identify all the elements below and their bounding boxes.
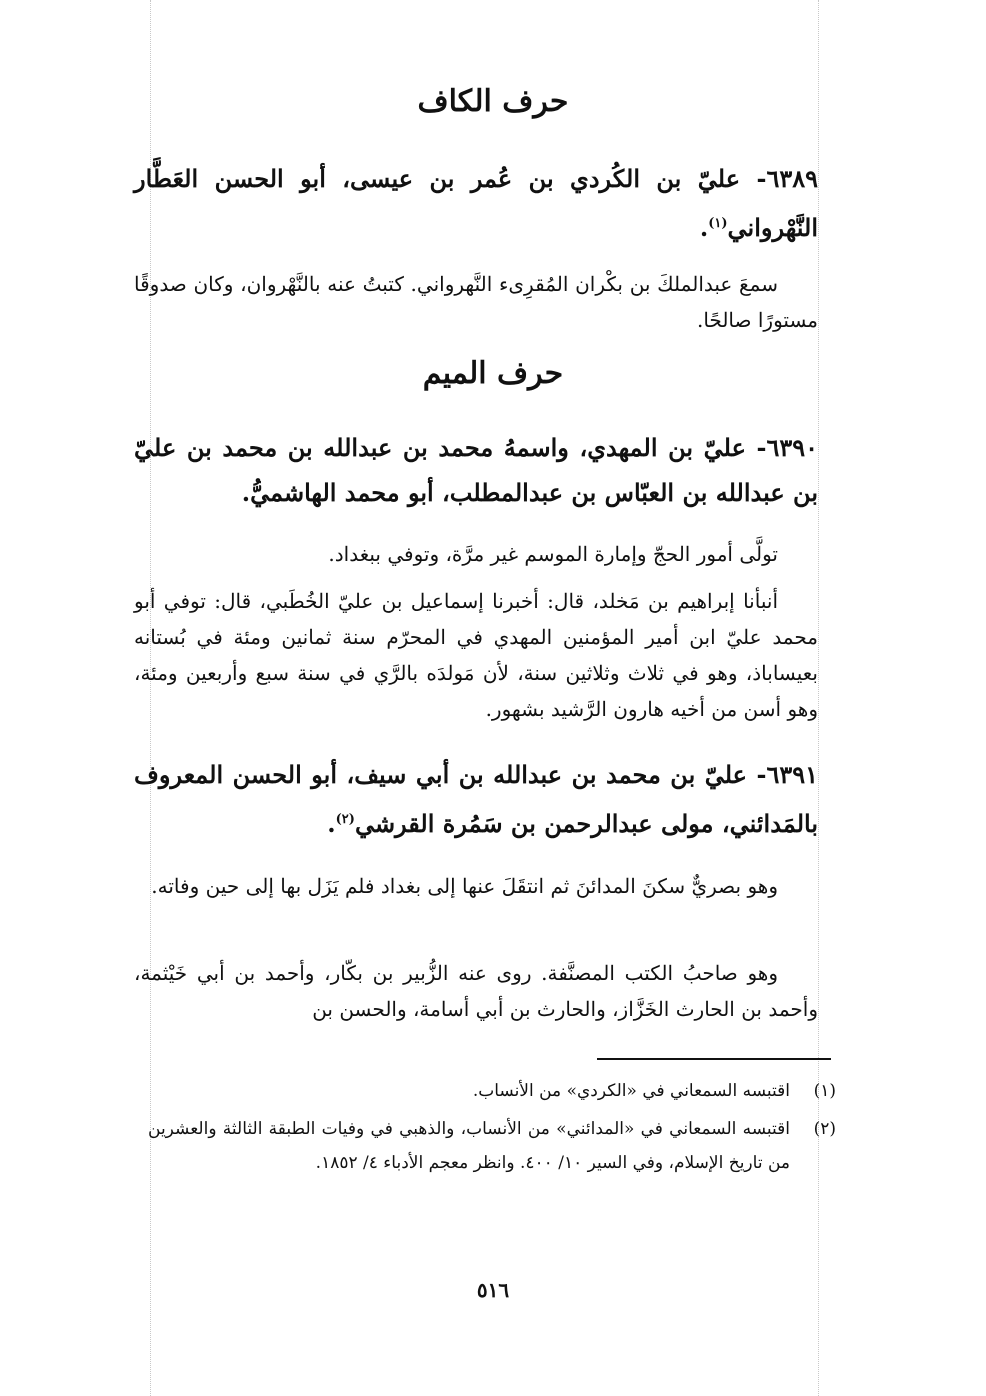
entry-end: . xyxy=(699,213,709,242)
paragraph-6391-b: وهو صاحبُ الكتب المصنَّفة. روى عنه الزُّبير بن بكّار، وأحمد بن أبي خَيْثمة، وأحمد بن الحارث الخَزَّاز، والحارث بن أبي أسامة، والحسن بن xyxy=(134,961,818,1021)
entry-number: ٦٣٩٠ xyxy=(766,433,818,462)
footnote-text: اقتبسه السمعاني في «الكردي» من الأنساب. xyxy=(472,1081,790,1101)
footnote-separator xyxy=(597,1058,831,1060)
entry-end: . xyxy=(327,809,336,838)
heading-mim: حرف الميم xyxy=(422,356,564,391)
entry-text: - عليّ بن المهدي، واسمهُ محمد بن عبدالله بن محمد بن عليّ بن عبدالله بن العبّاس بن عبدالمطلب، أبو محمد الهاشميُّ. xyxy=(134,433,818,507)
entry-number: ٦٣٩١ xyxy=(766,760,818,789)
heading-kaf: حرف الكاف xyxy=(417,84,569,119)
entry-6390 xyxy=(134,425,818,515)
scan-guide-line xyxy=(818,0,820,1396)
footnote-2 xyxy=(148,1112,836,1180)
footnote-ref: (٢) xyxy=(335,812,355,827)
entry-text: - عليّ بن محمد بن عبدالله بن أبي سيف، أبو الحسن المعروف بالمَدائني، مولى عبدالرحمن بن سَمُرة القرشي xyxy=(134,760,818,838)
entry-number: ٦٣٨٩ xyxy=(766,164,818,193)
entry-text: - عليّ بن الكُردي بن عُمر بن عيسى، أبو الحسن العَطَّار النَّهْرواني xyxy=(134,164,818,242)
paragraph-6391-a: وهو بصريٌّ سكنَ المدائنَ ثم انتقَلَ عنها إلى بغداد فلم يَزَل بها إلى حين وفاته. xyxy=(151,874,778,898)
footnote-ref: (١) xyxy=(708,216,728,231)
footnote-text: اقتبسه السمعاني في «المدائني» من الأنساب، والذهبي في وفيات الطبقة الثالثة والعشرين من تاريخ الإسلام، وفي السير ١٠/ ٤٠٠. وانظر معجم الأدباء ٤/ ١٨٥٢. xyxy=(148,1119,790,1173)
paragraph-6390-b: أنبأنا إبراهيم بن مَخلد، قال: أخبرنا إسماعيل بن عليّ الخُطَبي، قال: توفي أبو محمد عليّ ابن أمير المؤمنين المهدي في المحرّم سنة ثمانين ومئة في بُستانه بعيساباذ، وهو في ثلاث وثلاثين سنة، لأن مَولدَه بالرَّي في سنة سبع وأربعين ومئة، وهو أسن من أخيه هارون الرَّشيد بشهور. xyxy=(134,589,818,721)
paragraph-6390-a: تولَّى أمور الحجّ وإمارة الموسم غير مرَّة، وتوفي ببغداد. xyxy=(328,542,778,566)
paragraph-6389: سمعَ عبدالملكَ بن بكْران المُقرِىء النَّهرواني. كتبتُ عنه بالنَّهْروان، وكان صدوقًا مستورًا صالحًا. xyxy=(134,272,818,332)
entry-6389 xyxy=(134,156,818,250)
entry-6391 xyxy=(134,752,818,846)
footnote-1 xyxy=(148,1074,836,1108)
footnote-number: (١) xyxy=(813,1081,836,1101)
page-number: ٥١٦ xyxy=(476,1278,510,1302)
footnote-number: (٢) xyxy=(813,1119,836,1139)
